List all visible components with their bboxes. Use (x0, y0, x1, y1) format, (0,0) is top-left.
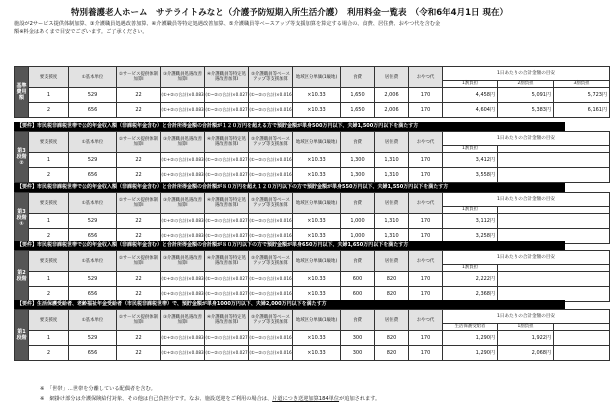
shogu-formula-cell: (①+②の合計)×0.083 (161, 103, 205, 118)
room-cell: 2,006 (375, 103, 409, 118)
service-addon-cell: 22 (117, 103, 161, 118)
food-cell: 600 (341, 272, 375, 287)
baseup-formula-cell: (①~②の合計)×0.016 (249, 331, 293, 346)
daily-total-cell: 3,258円 (443, 229, 498, 244)
header-baseup-addon: ⑤介護職員等ベースアップ等支援加算 (249, 193, 293, 214)
basic-unit-cell: 529 (69, 214, 117, 229)
daily-total-cell: 1,290円 (443, 346, 498, 361)
regional-unit-cell: ×10.33 (293, 287, 341, 302)
empty-cell (498, 153, 610, 168)
header-room: 居住費 (375, 310, 409, 331)
basic-unit-cell: 656 (69, 287, 117, 302)
care-level-cell: 1 (29, 331, 69, 346)
room-cell: 1,310 (375, 229, 409, 244)
tokutei-formula-cell: (①~②の合計)×0.027 (205, 272, 249, 287)
fee-section (14, 66, 607, 118)
fee-row (15, 153, 610, 168)
header-pay-share: 1割負担 (443, 265, 498, 272)
empty-cell (498, 168, 610, 183)
daily-total-cell: 2,222円 (443, 272, 498, 287)
basic-unit-cell: 529 (69, 88, 117, 103)
snack-cell: 170 (409, 88, 443, 103)
service-addon-cell: 22 (117, 272, 161, 287)
header-food: 食費 (341, 132, 375, 153)
regional-unit-cell: ×10.33 (293, 229, 341, 244)
header-blank (554, 324, 610, 331)
basic-unit-cell: 656 (69, 103, 117, 118)
header-baseup-addon: ⑤介護職員等ベースアップ等支援加算 (249, 251, 293, 272)
header-blank (498, 146, 610, 153)
shogu-formula-cell: (①+②の合計)×0.083 (161, 88, 205, 103)
tier-label: 第2段階 (15, 251, 29, 302)
care-level-cell: 1 (29, 153, 69, 168)
header-food: 食費 (341, 251, 375, 272)
header-regional-unit: 地域区分単価(1級地) (293, 193, 341, 214)
fee-table (14, 131, 610, 183)
header-welfare: 生活保護受給者 (443, 324, 498, 331)
header-tokutei-addon: ④介護職員等特定処遇改善加算Ⅰ (205, 67, 249, 88)
basic-unit-cell: 529 (69, 272, 117, 287)
fee-table (14, 250, 610, 302)
header-tokutei-addon: ④介護職員等特定処遇改善加算Ⅰ (205, 132, 249, 153)
header-shogu-addon: ③介護職員処遇改善加算Ⅰ (161, 132, 205, 153)
header-service-addon: ②サービス提供体制加算Ⅰ (117, 251, 161, 272)
daily-total-cell: 3,412円 (443, 153, 498, 168)
fee-row (15, 103, 610, 118)
header-basic-unit: ①基本単位 (69, 67, 117, 88)
snack-cell: 170 (409, 346, 443, 361)
baseup-formula-cell: (①~②の合計)×0.016 (249, 272, 293, 287)
header-daily-total: 1日あたりの合計金額の目安 (443, 310, 610, 324)
regional-unit-cell: ×10.33 (293, 214, 341, 229)
eligibility-banner: 【要件】市民税非課税世帯で公的年金収入額（非課税年金含む）と合計所得金額の合計額が１２０万円を超える方で預貯金額が単身500万円以下、夫婦1,500万円以下を満たす方 (14, 122, 565, 131)
daily-total-cell: 6,161円 (554, 103, 610, 118)
tier-label: 第3段階① (15, 193, 29, 244)
room-cell: 1,310 (375, 168, 409, 183)
service-addon-cell: 22 (117, 331, 161, 346)
empty-cell (498, 214, 610, 229)
shogu-formula-cell: (①+②の合計)×0.083 (161, 214, 205, 229)
room-cell: 1,310 (375, 214, 409, 229)
header-tokutei-addon: ④介護職員等特定処遇改善加算Ⅰ (205, 310, 249, 331)
header-baseup-addon: ⑤介護職員等ベースアップ等支援加算 (249, 67, 293, 88)
tokutei-formula-cell: (①~②の合計)×0.027 (205, 103, 249, 118)
header-regional-unit: 地域区分単価(1級地) (293, 132, 341, 153)
shogu-formula-cell: (①+②の合計)×0.083 (161, 153, 205, 168)
header-basic-unit: ①基本単位 (69, 251, 117, 272)
daily-total-cell: 4,458円 (443, 88, 498, 103)
tokutei-formula-cell: (①~②の合計)×0.027 (205, 214, 249, 229)
tokutei-formula-cell: (①~②の合計)×0.027 (205, 331, 249, 346)
footnote-text: が追加されます。 (339, 396, 381, 402)
fee-section (14, 183, 565, 244)
basic-unit-cell: 656 (69, 229, 117, 244)
care-level-cell: 1 (29, 272, 69, 287)
basic-unit-cell: 656 (69, 346, 117, 361)
service-addon-cell: 22 (117, 88, 161, 103)
daily-total-cell: 1,922円 (498, 331, 554, 346)
service-addon-cell: 22 (117, 287, 161, 302)
care-level-cell: 2 (29, 168, 69, 183)
room-cell: 2,006 (375, 88, 409, 103)
header-tokutei-addon: ④介護職員等特定処遇改善加算Ⅰ (205, 193, 249, 214)
fee-row (15, 214, 610, 229)
daily-total-cell: 3,112円 (443, 214, 498, 229)
header-shogu-addon: ③介護職員処遇改善加算Ⅰ (161, 193, 205, 214)
header-tokutei-addon: ④介護職員等特定処遇改善加算Ⅰ (205, 251, 249, 272)
tokutei-formula-cell: (①~②の合計)×0.027 (205, 153, 249, 168)
header-regional-unit: 地域区分単価(1級地) (293, 310, 341, 331)
header-room: 居住費 (375, 132, 409, 153)
header-room: 居住費 (375, 251, 409, 272)
room-cell: 820 (375, 272, 409, 287)
header-care-level: 要支援度 (29, 67, 69, 88)
snack-cell: 170 (409, 272, 443, 287)
regional-unit-cell: ×10.33 (293, 168, 341, 183)
header-care-level: 要支援度 (29, 193, 69, 214)
food-cell: 1,650 (341, 88, 375, 103)
food-cell: 300 (341, 331, 375, 346)
fee-row (15, 168, 610, 183)
header-care-level: 要支援度 (29, 251, 69, 272)
header-pay-share: 1割負担 (443, 146, 498, 153)
footnote-text: ※ 網掛け部分は介護保険給付対象、その他は自己負担分です。なお、施設送迎をご利用の場合は、 (40, 396, 273, 402)
fee-table (14, 309, 610, 361)
tokutei-formula-cell: (①~②の合計)×0.027 (205, 229, 249, 244)
fee-row (15, 88, 610, 103)
regional-unit-cell: ×10.33 (293, 272, 341, 287)
tokutei-formula-cell: (①~②の合計)×0.027 (205, 168, 249, 183)
header-snack: おやつ代 (409, 67, 443, 88)
header-basic-unit: ①基本単位 (69, 193, 117, 214)
header-food: 食費 (341, 67, 375, 88)
header-care-level: 要支援度 (29, 132, 69, 153)
intro-note-line: 施設が2サービス提供体制加算、③介護職員処遇改善加算、④介護職員等特定処遇改善加算、⑤介護職員等ベースアップ等支援加算を算定する場合の、食費、居住費、おやつ代を含む金 (14, 21, 441, 27)
intro-notes (14, 20, 574, 36)
regional-unit-cell: ×10.33 (293, 153, 341, 168)
room-cell: 820 (375, 287, 409, 302)
shogu-formula-cell: (①+②の合計)×0.083 (161, 229, 205, 244)
room-cell: 1,310 (375, 153, 409, 168)
care-level-cell: 2 (29, 346, 69, 361)
header-room: 居住費 (375, 193, 409, 214)
snack-cell: 170 (409, 287, 443, 302)
daily-total-cell: 4,604円 (443, 103, 498, 118)
snack-cell: 170 (409, 229, 443, 244)
document-title: 特別養護老人ホーム サテライトみなと（介護予防短期入所生活介護） 利用料金一覧表 （令和6年4月1日 現在） (71, 8, 508, 18)
tier-label: 基準費用額 (15, 67, 29, 118)
snack-cell: 170 (409, 168, 443, 183)
fee-section (14, 122, 565, 183)
fee-section (14, 300, 565, 361)
fee-row (15, 331, 610, 346)
header-room: 居住費 (375, 67, 409, 88)
daily-total-cell: 2,368円 (443, 287, 498, 302)
header-pay-share: 1割負担 (498, 324, 554, 331)
tier-label: 第3段階② (15, 132, 29, 183)
header-snack: おやつ代 (409, 193, 443, 214)
daily-total-cell: 5,383円 (498, 103, 554, 118)
care-level-cell: 2 (29, 229, 69, 244)
daily-total-cell: 5,723円 (554, 88, 610, 103)
snack-cell: 170 (409, 103, 443, 118)
tokutei-formula-cell: (①~②の合計)×0.027 (205, 287, 249, 302)
header-shogu-addon: ③介護職員処遇改善加算Ⅰ (161, 251, 205, 272)
header-snack: おやつ代 (409, 132, 443, 153)
service-addon-cell: 22 (117, 229, 161, 244)
regional-unit-cell: ×10.33 (293, 346, 341, 361)
service-addon-cell: 22 (117, 153, 161, 168)
baseup-formula-cell: (①~②の合計)×0.016 (249, 287, 293, 302)
baseup-formula-cell: (①~②の合計)×0.016 (249, 168, 293, 183)
room-cell: 820 (375, 346, 409, 361)
daily-total-cell: 3,558円 (443, 168, 498, 183)
daily-total-cell: 5,091円 (498, 88, 554, 103)
baseup-formula-cell: (①~②の合計)×0.016 (249, 229, 293, 244)
room-cell: 820 (375, 331, 409, 346)
eligibility-banner: 【要件】生活保護受給者、老齢福祉年金受給者（市民税非課税世帯）で、預貯金額が単身1000万円以下、夫婦2,000万円以下を満たす方 (14, 300, 565, 309)
service-addon-cell: 22 (117, 214, 161, 229)
regional-unit-cell: ×10.33 (293, 331, 341, 346)
service-addon-cell: 22 (117, 346, 161, 361)
header-care-level: 要支援度 (29, 310, 69, 331)
fee-section (14, 241, 565, 302)
footnote-household: ※ 「世帯」…世帯を分離している配偶者を含む。 (40, 386, 156, 392)
fee-row (15, 272, 610, 287)
baseup-formula-cell: (①~②の合計)×0.016 (249, 103, 293, 118)
header-daily-total: 1日あたりの合計金額の目安 (443, 251, 610, 265)
header-snack: おやつ代 (409, 310, 443, 331)
empty-cell (498, 272, 610, 287)
baseup-formula-cell: (①~②の合計)×0.016 (249, 346, 293, 361)
food-cell: 1,300 (341, 153, 375, 168)
header-pay-share: 3割負担 (554, 81, 610, 88)
baseup-formula-cell: (①~②の合計)×0.016 (249, 153, 293, 168)
eligibility-banner: 【要件】市民税非課税世帯で公的年金収入額（非課税年金含む）と合計所得金額の合計額が８０万円を超え１２０万円以下の方で預貯金額が単身550万円以下、夫婦1,550万円以下を満たす方 (14, 183, 565, 192)
fee-table (14, 192, 610, 244)
regional-unit-cell: ×10.33 (293, 103, 341, 118)
care-level-cell: 1 (29, 88, 69, 103)
tier-label: 第1段階 (15, 310, 29, 361)
header-basic-unit: ①基本単位 (69, 132, 117, 153)
daily-total-cell: 2,068円 (498, 346, 554, 361)
fee-row (15, 346, 610, 361)
baseup-formula-cell: (①~②の合計)×0.016 (249, 88, 293, 103)
baseup-formula-cell: (①~②の合計)×0.016 (249, 214, 293, 229)
service-addon-cell: 22 (117, 168, 161, 183)
intro-note-line: 額※料金はあくまで目安でございます。ご了承ください。 (14, 29, 148, 35)
daily-total-cell: 1,290円 (443, 331, 498, 346)
snack-cell: 170 (409, 214, 443, 229)
tokutei-formula-cell: (①~②の合計)×0.027 (205, 88, 249, 103)
food-cell: 300 (341, 346, 375, 361)
header-pay-share: 1割負担 (443, 207, 498, 214)
eligibility-banner: 【要件】市民税非課税世帯で公的年金収入額（非課税年金含む）と合計所得金額の合計額が８０万円以下の方で預貯金額が単身650万円以下、夫婦1,650万円以下を満たす方 (14, 241, 565, 250)
header-service-addon: ②サービス提供体制加算Ⅰ (117, 132, 161, 153)
header-daily-total: 1日あたりの合計金額の目安 (443, 132, 610, 146)
care-level-cell: 2 (29, 287, 69, 302)
food-cell: 600 (341, 287, 375, 302)
footnote-underlined: 片道につき送迎加算184単位 (272, 396, 340, 402)
basic-unit-cell: 529 (69, 331, 117, 346)
fee-table (14, 66, 610, 118)
tokutei-formula-cell: (①~②の合計)×0.027 (205, 346, 249, 361)
header-regional-unit: 地域区分単価(1級地) (293, 67, 341, 88)
empty-cell (554, 346, 610, 361)
header-pay-share: 1割負担 (443, 81, 498, 88)
header-blank (498, 265, 610, 272)
header-baseup-addon: ⑤介護職員等ベースアップ等支援加算 (249, 132, 293, 153)
footnote-insurance (40, 395, 380, 402)
header-basic-unit: ①基本単位 (69, 310, 117, 331)
header-service-addon: ②サービス提供体制加算Ⅰ (117, 193, 161, 214)
header-pay-share: 2割負担 (498, 81, 554, 88)
regional-unit-cell: ×10.33 (293, 88, 341, 103)
empty-cell (554, 331, 610, 346)
header-service-addon: ②サービス提供体制加算Ⅰ (117, 67, 161, 88)
header-shogu-addon: ③介護職員処遇改善加算Ⅰ (161, 67, 205, 88)
header-shogu-addon: ③介護職員処遇改善加算Ⅰ (161, 310, 205, 331)
header-baseup-addon: ⑤介護職員等ベースアップ等支援加算 (249, 310, 293, 331)
food-cell: 1,300 (341, 168, 375, 183)
snack-cell: 170 (409, 153, 443, 168)
shogu-formula-cell: (①+②の合計)×0.083 (161, 331, 205, 346)
food-cell: 1,650 (341, 103, 375, 118)
care-level-cell: 1 (29, 214, 69, 229)
header-food: 食費 (341, 193, 375, 214)
basic-unit-cell: 529 (69, 153, 117, 168)
basic-unit-cell: 656 (69, 168, 117, 183)
header-blank (498, 207, 610, 214)
shogu-formula-cell: (①+②の合計)×0.083 (161, 168, 205, 183)
header-daily-total: 1日あたりの合計金額の目安 (443, 67, 610, 81)
care-level-cell: 2 (29, 103, 69, 118)
header-daily-total: 1日あたりの合計金額の目安 (443, 193, 610, 207)
header-service-addon: ②サービス提供体制加算Ⅰ (117, 310, 161, 331)
shogu-formula-cell: (①+②の合計)×0.083 (161, 287, 205, 302)
snack-cell: 170 (409, 331, 443, 346)
header-regional-unit: 地域区分単価(1級地) (293, 251, 341, 272)
food-cell: 1,000 (341, 229, 375, 244)
shogu-formula-cell: (①+②の合計)×0.083 (161, 272, 205, 287)
header-food: 食費 (341, 310, 375, 331)
header-snack: おやつ代 (409, 251, 443, 272)
shogu-formula-cell: (①+②の合計)×0.083 (161, 346, 205, 361)
food-cell: 1,000 (341, 214, 375, 229)
